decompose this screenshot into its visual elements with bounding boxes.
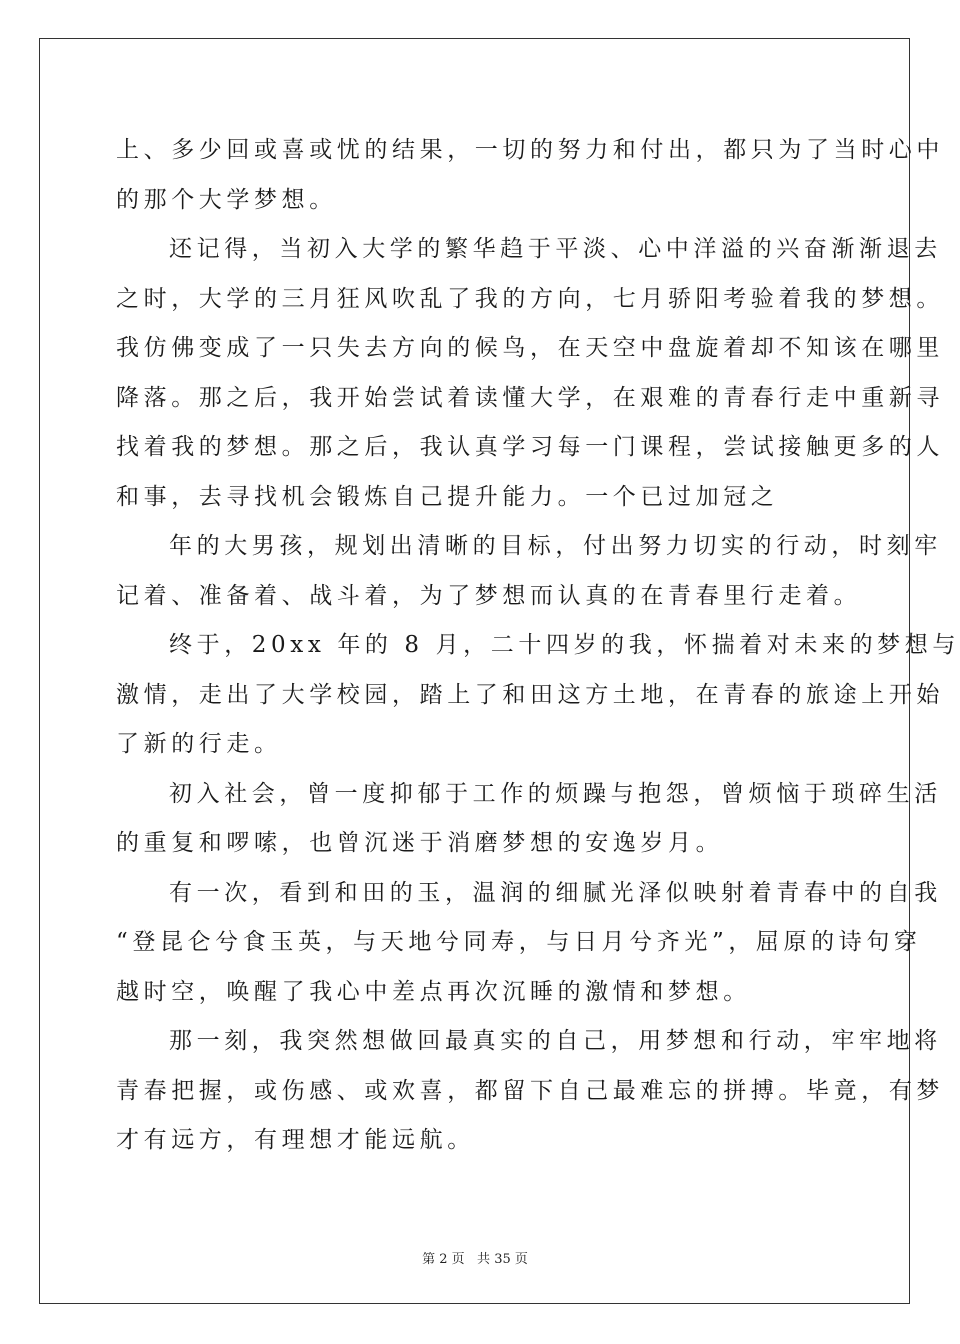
page-number-footer: 第 2 页 共 35 页 [422, 1252, 528, 1267]
paragraph-start-line: 初入社会，曾一度抑郁于工作的烦躁与抱怨，曾烦恼于琐碎生活 [169, 780, 942, 807]
text-line: 越时空，唤醒了我心中差点再次沉睡的激情和梦想。 [116, 978, 751, 1005]
text-line: 上、多少回或喜或忧的结果，一切的努力和付出，都只为了当时心中 [116, 137, 944, 163]
paragraph-start-line: 有一次，看到和田的玉，温润的细腻光泽似映射着青春中的自我 [169, 879, 942, 906]
text-line: 的重复和啰嗦，也曾沉迷于消磨梦想的安逸岁月。 [116, 830, 724, 856]
paragraph-start-line: 那一刻，我突然想做回最真实的自己，用梦想和行动，牢牢地将 [169, 1028, 942, 1054]
document-body [116, 126, 960, 1166]
text-line: 和事，去寻找机会锻炼自己提升能力。一个已过加冠之 [116, 483, 779, 510]
paragraph-start-line: 终于，20xx 年的 8 月，二十四岁的我，怀揣着对未来的梦想与 [169, 632, 960, 658]
text-line: 我仿佛变成了一只失去方向的候鸟，在天空中盘旋着却不知该在哪里 [116, 335, 944, 361]
paragraph-start-line: 年的大男孩，规划出清晰的目标，付出努力切实的行动，时刻牢 [169, 533, 942, 559]
text-line: 才有远方，有理想才能远航。 [116, 1127, 475, 1153]
text-line: 激情，走出了大学校园，踏上了和田这方土地，在青春的旅途上开始 [116, 681, 944, 708]
text-line: 青春把握，或伤感、或欢喜，都留下自己最难忘的拼搏。毕竟，有梦 [116, 1077, 944, 1104]
text-line: 了新的行走。 [116, 731, 282, 757]
text-line: 记着、准备着、战斗着，为了梦想而认真的在青春里行走着。 [116, 582, 862, 609]
paragraph-start-line: 还记得，当初入大学的繁华趋于平淡、心中洋溢的兴奋渐渐退去 [169, 236, 942, 262]
text-line: 的那个大学梦想。 [116, 186, 337, 213]
text-line: 之时，大学的三月狂风吹乱了我的方向，七月骄阳考验着我的梦想。 [116, 285, 944, 312]
text-line: 降落。那之后，我开始尝试着读懂大学，在艰难的青春行走中重新寻 [116, 384, 944, 411]
text-line: “登昆仑兮食玉英，与天地兮同寿，与日月兮齐光”，屈原的诗句穿 [116, 929, 922, 955]
text-line: 找着我的梦想。那之后，我认真学习每一门课程，尝试接触更多的人 [116, 434, 944, 460]
